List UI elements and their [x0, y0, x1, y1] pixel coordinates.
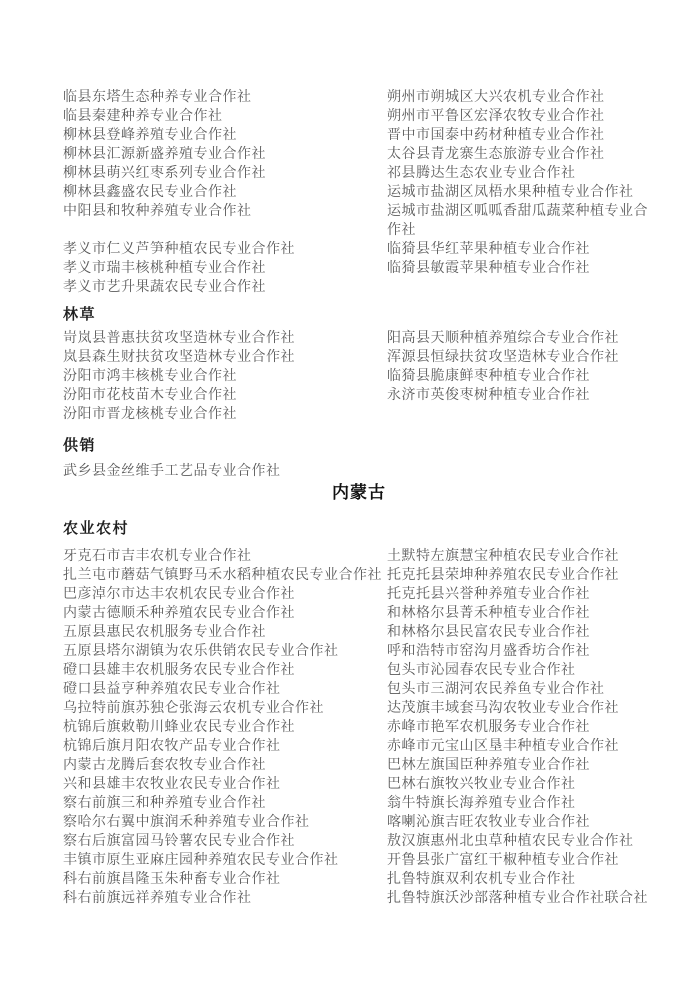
- cooperative-name: 扎鲁特旗沃沙部落种植专业合作社联合社: [387, 891, 648, 906]
- cooperative-name: 临县秦建种养专业合作社: [63, 109, 223, 124]
- section-header-supply-marketing: 供销: [63, 438, 97, 454]
- cooperative-name: 扎鲁特旗双利农机专业合作社: [387, 872, 576, 887]
- cooperative-name: 呼和浩特市窑沟月盛香坊合作社: [387, 644, 590, 659]
- cooperative-name: 杭锦后旗敕勒川蜂业农民专业合作社: [63, 720, 295, 735]
- cooperative-name: 科右前旗远祥养殖专业合作社: [63, 891, 252, 906]
- column-right: [387, 88, 655, 240]
- cooperative-name: 浑源县恒绿扶贫攻坚造林专业合作社: [387, 350, 619, 365]
- cooperative-name: 临猗县敏霞苹果种植专业合作社: [387, 261, 590, 276]
- cooperative-name: 祁县腾达生态农业专业合作社: [387, 166, 576, 181]
- cooperative-name: 达茂旗丰域套马沟农牧业专业合作社: [387, 701, 619, 716]
- cooperative-name: 运城市盐湖区凤梧水果种植专业合作社: [387, 185, 634, 200]
- cooperative-name: 巴彦淖尔市达丰农机农民专业合作社: [63, 587, 295, 602]
- cooperative-name: 磴口县益亨种养殖农民专业合作社: [63, 682, 281, 697]
- cooperative-name: 永济市英俊枣树种植专业合作社: [387, 388, 590, 403]
- column-left: [63, 329, 387, 424]
- cooperative-name: 开鲁县张广富红干椒种植专业合作社: [387, 853, 619, 868]
- column-left: [63, 88, 387, 221]
- column-right: [387, 240, 655, 278]
- cooperative-name: 察右后旗富园马铃薯农民专业合作社: [63, 834, 295, 849]
- cooperative-name: 和林格尔县民富农民专业合作社: [387, 625, 590, 640]
- cooperative-name: 兴和县雄丰农牧业农民专业合作社: [63, 777, 281, 792]
- cooperative-name: 运城市盐湖区呱呱香甜瓜蔬菜种植专业合作社: [387, 204, 648, 238]
- cooperative-name: 阳高县天顺种植养殖综合专业合作社: [387, 331, 619, 346]
- section-nmg-agriculture: [63, 547, 700, 908]
- cooperative-name: 丰镇市原生亚麻庄园种养殖农民专业合作社: [63, 853, 339, 868]
- section-header-forestry: 林草: [63, 307, 97, 323]
- cooperative-name: 孝义市艺升果蔬农民专业合作社: [63, 280, 266, 295]
- cooperative-name: 巴林右旗牧兴牧业专业合作社: [387, 777, 576, 792]
- column-left: [63, 547, 387, 908]
- cooperative-name: 临猗县华红苹果种植专业合作社: [387, 242, 590, 257]
- cooperative-name: 托克托县兴誉种养殖专业合作社: [387, 587, 590, 602]
- cooperative-name: 武乡县金丝维手工艺品专业合作社: [63, 464, 281, 479]
- column-left: [63, 240, 387, 297]
- cooperative-name: 翁牛特旗长海养殖专业合作社: [387, 796, 576, 811]
- cooperative-name: 牙克石市吉丰农机专业合作社: [63, 549, 252, 564]
- cooperative-name: 岚县森生财扶贫攻坚造林专业合作社: [63, 350, 295, 365]
- column-left: [63, 462, 387, 481]
- cooperative-name: 内蒙古龙腾后套农牧专业合作社: [63, 758, 266, 773]
- cooperative-name: 土默特左旗慧宝种植农民专业合作社: [387, 549, 619, 564]
- cooperative-name: 五原县塔尔湖镇为农乐供销农民专业合作社: [63, 644, 339, 659]
- section-agriculture-continued-part2: [63, 240, 700, 297]
- cooperative-name: 汾阳市鸿丰核桃专业合作社: [63, 369, 237, 384]
- cooperative-name: 临猗县脆康鲜枣种植专业合作社: [387, 369, 590, 384]
- cooperative-name: 磴口县雄丰农机服务农民专业合作社: [63, 663, 295, 678]
- cooperative-name: 杭锦后旗月阳农牧产品专业合作社: [63, 739, 281, 754]
- cooperative-name: 托克托县荣坤种养殖农民专业合作社: [387, 568, 619, 583]
- cooperative-name: 察右前旗三和种养殖专业合作社: [63, 796, 266, 811]
- cooperative-name: 岢岚县普惠扶贫攻坚造林专业合作社: [63, 331, 295, 346]
- cooperative-name: 内蒙古德顺禾种养殖农民专业合作社: [63, 606, 295, 621]
- cooperative-name: 敖汉旗惠州北虫草种植农民专业合作社: [387, 834, 634, 849]
- cooperative-name: 孝义市仁义芦笋种植农民专业合作社: [63, 242, 295, 257]
- cooperative-name: 临县东塔生态种养专业合作社: [63, 90, 252, 105]
- section-supply-marketing: [63, 462, 700, 481]
- cooperative-name: 乌拉特前旗苏独仑张海云农机专业合作社: [63, 701, 324, 716]
- cooperative-name: 汾阳市花枝苗木专业合作社: [63, 388, 237, 403]
- cooperative-name: 晋中市国泰中药材种植专业合作社: [387, 128, 605, 143]
- province-header-inner-mongolia: 内蒙古: [332, 483, 386, 502]
- cooperative-name: 赤峰市元宝山区垦丰种植专业合作社: [387, 739, 619, 754]
- section-header-agriculture-rural: 农业农村: [63, 521, 130, 537]
- cooperative-name: 和林格尔县菁禾种植专业合作社: [387, 606, 590, 621]
- column-right: [387, 329, 655, 405]
- cooperative-name: 柳林县鑫盛农民专业合作社: [63, 185, 237, 200]
- cooperative-name: 巴林左旗国臣种养殖专业合作社: [387, 758, 590, 773]
- cooperative-name: 汾阳市晋龙核桃专业合作社: [63, 407, 237, 422]
- section-agriculture-continued-part1: [63, 88, 700, 240]
- cooperative-name: 太谷县青龙寨生态旅游专业合作社: [387, 147, 605, 162]
- cooperative-name: 察哈尔右翼中旗润禾种养殖专业合作社: [63, 815, 310, 830]
- cooperative-name: 喀喇沁旗吉旺农牧业专业合作社: [387, 815, 590, 830]
- cooperative-name: 柳林县登峰养殖专业合作社: [63, 128, 237, 143]
- cooperative-name: 中阳县和牧种养殖专业合作社: [63, 204, 252, 219]
- cooperative-name: 柳林县汇源新盛养殖专业合作社: [63, 147, 266, 162]
- cooperative-name: 包头市三湖河农民养鱼专业合作社: [387, 682, 605, 697]
- cooperative-name: 孝义市瑞丰核桃种植专业合作社: [63, 261, 266, 276]
- cooperative-name: 赤峰市艳军农机服务专业合作社: [387, 720, 590, 735]
- section-forestry: [63, 329, 700, 424]
- cooperative-name: 扎兰屯市蘑菇气镇野马禾水稻种植农民专业合作社: [63, 568, 382, 583]
- cooperative-name: 朔州市平鲁区宏泽农牧专业合作社: [387, 109, 605, 124]
- cooperative-name: 朔州市朔城区大兴农机专业合作社: [387, 90, 605, 105]
- cooperative-name: 科右前旗昌隆玉朱种畜专业合作社: [63, 872, 281, 887]
- column-right: [387, 547, 655, 908]
- cooperative-name: 五原县惠民农机服务专业合作社: [63, 625, 266, 640]
- cooperative-name: 包头市沁园春农民专业合作社: [387, 663, 576, 678]
- cooperative-name: 柳林县萌兴红枣系列专业合作社: [63, 166, 266, 181]
